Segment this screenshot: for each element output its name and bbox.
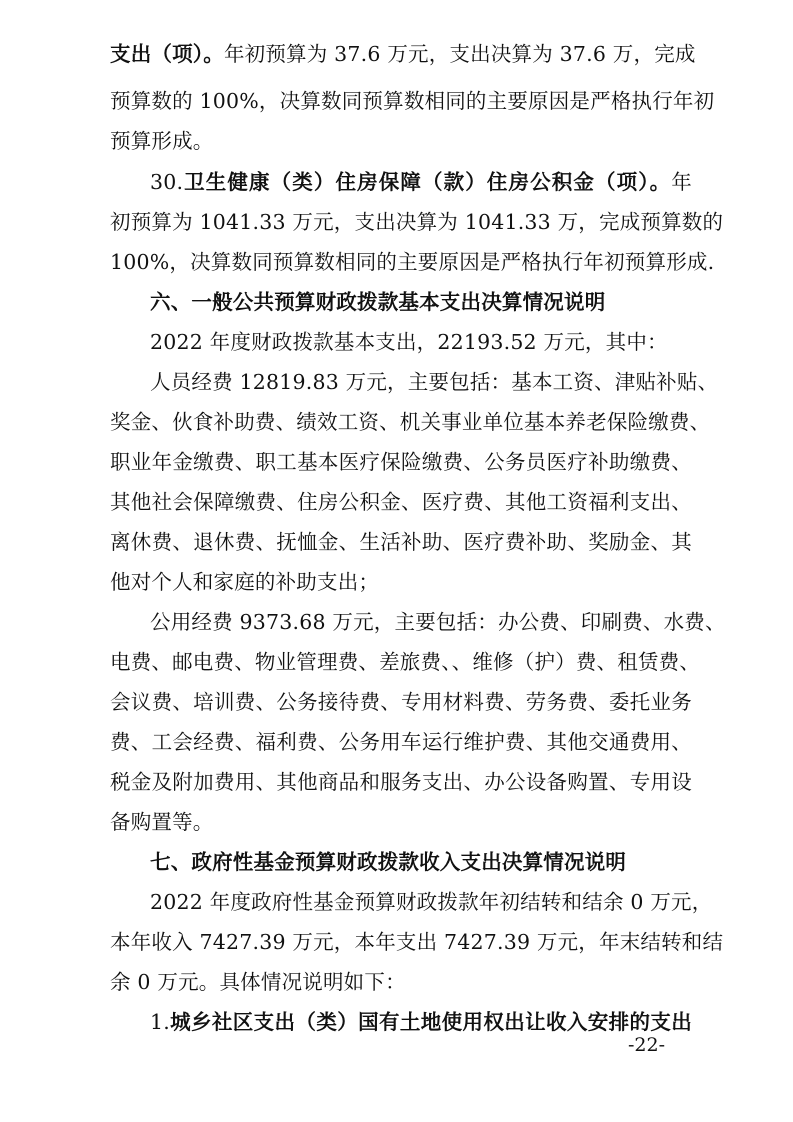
- paragraph-line: [110, 562, 379, 602]
- line-text: 离休费、退休费、抚恤金、生活补助、医疗费补助、奖励金、其: [110, 530, 692, 554]
- paragraph-line: [150, 362, 719, 402]
- section-heading-text: 六、一般公共预算财政拨款基本支出决算情况说明: [150, 290, 606, 314]
- line-text: 本年收入 7427.39 万元，本年支出 7427.39 万元，年末结转和结: [110, 930, 724, 954]
- paragraph-line: [110, 762, 692, 802]
- paragraph-line: [150, 602, 726, 642]
- section-heading: [150, 282, 605, 322]
- paragraph-line: [110, 402, 711, 442]
- line-text: 电费、邮电费、物业管理费、差旅费、、维修（护）费、租赁费、: [110, 650, 701, 674]
- line-text: 人员经费 12819.83 万元，主要包括：基本工资、津贴补贴、: [150, 370, 719, 394]
- paragraph-line: [110, 482, 692, 522]
- item-heading: 城乡社区支出（类）国有土地使用权出让收入安排的支出: [169, 1010, 692, 1034]
- line-text: 2022 年度财政拨款基本支出，22193.52 万元，其中：: [150, 330, 668, 354]
- line-text: 预算形成。: [110, 129, 214, 153]
- line-text: 初预算为 1041.33 万元，支出决算为 1041.33 万，完成预算数的: [110, 210, 724, 234]
- paragraph-line: [150, 322, 668, 362]
- item-heading: 卫生健康（类）住房保障（款）住房公积金（项）。: [183, 170, 672, 194]
- item-heading: 支出（项）。: [110, 42, 224, 66]
- line-text: 会议费、培训费、公务接待费、专用材料费、劳务费、委托业务: [110, 690, 692, 714]
- line-text: 税金及附加费用、其他商品和服务支出、办公设备购置、专用设: [110, 770, 692, 794]
- paragraph-line: [150, 162, 692, 202]
- line-text: 余 0 万元。具体情况说明如下：: [110, 970, 406, 994]
- section-heading-text: 七、政府性基金预算财政拨款收入支出决算情况说明: [150, 850, 627, 874]
- line-text: 公用经费 9373.68 万元，主要包括：办公费、印刷费、水费、: [150, 610, 726, 634]
- paragraph-line: [110, 642, 701, 682]
- paragraph-line: [110, 442, 692, 482]
- item-number: 1.: [150, 1010, 170, 1034]
- paragraph-line: [110, 202, 724, 242]
- paragraph-line: [110, 802, 214, 842]
- line-text: 备购置等。: [110, 810, 214, 834]
- page-number: -22-: [628, 1034, 666, 1056]
- paragraph-line: [110, 242, 715, 282]
- paragraph-line: [110, 34, 696, 74]
- paragraph-line: [110, 81, 715, 121]
- line-text: 预算数的 100%，决算数同预算数相同的主要原因是严格执行年初: [110, 89, 715, 113]
- paragraph-line: [110, 121, 214, 161]
- line-text: 其他社会保障缴费、住房公积金、医疗费、其他工资福利支出、: [110, 490, 692, 514]
- paragraph-line: [110, 682, 692, 722]
- paragraph-line: [150, 882, 713, 922]
- line-text: 2022 年度政府性基金预算财政拨款年初结转和结余 0 万元，: [150, 890, 713, 914]
- line-text: 年初预算为 37.6 万元，支出决算为 37.6 万，完成: [223, 42, 696, 66]
- paragraph-line: [110, 522, 692, 562]
- paragraph-line: [110, 962, 406, 1002]
- line-text: 奖金、伙食补助费、绩效工资、机关事业单位基本养老保险缴费、: [110, 410, 711, 434]
- section-heading: [150, 842, 626, 882]
- line-text: 年: [671, 170, 692, 194]
- line-text: 他对个人和家庭的补助支出；: [110, 570, 380, 594]
- line-text: 100%，决算数同预算数相同的主要原因是严格执行年初预算形成.: [110, 250, 715, 274]
- item-number: 30.: [150, 170, 184, 194]
- paragraph-line: [110, 922, 724, 962]
- paragraph-line: [150, 1002, 692, 1042]
- line-text: 费、工会经费、福利费、公务用车运行维护费、其他交通费用、: [110, 730, 692, 754]
- line-text: 职业年金缴费、职工基本医疗保险缴费、公务员医疗补助缴费、: [110, 450, 692, 474]
- paragraph-line: [110, 722, 692, 762]
